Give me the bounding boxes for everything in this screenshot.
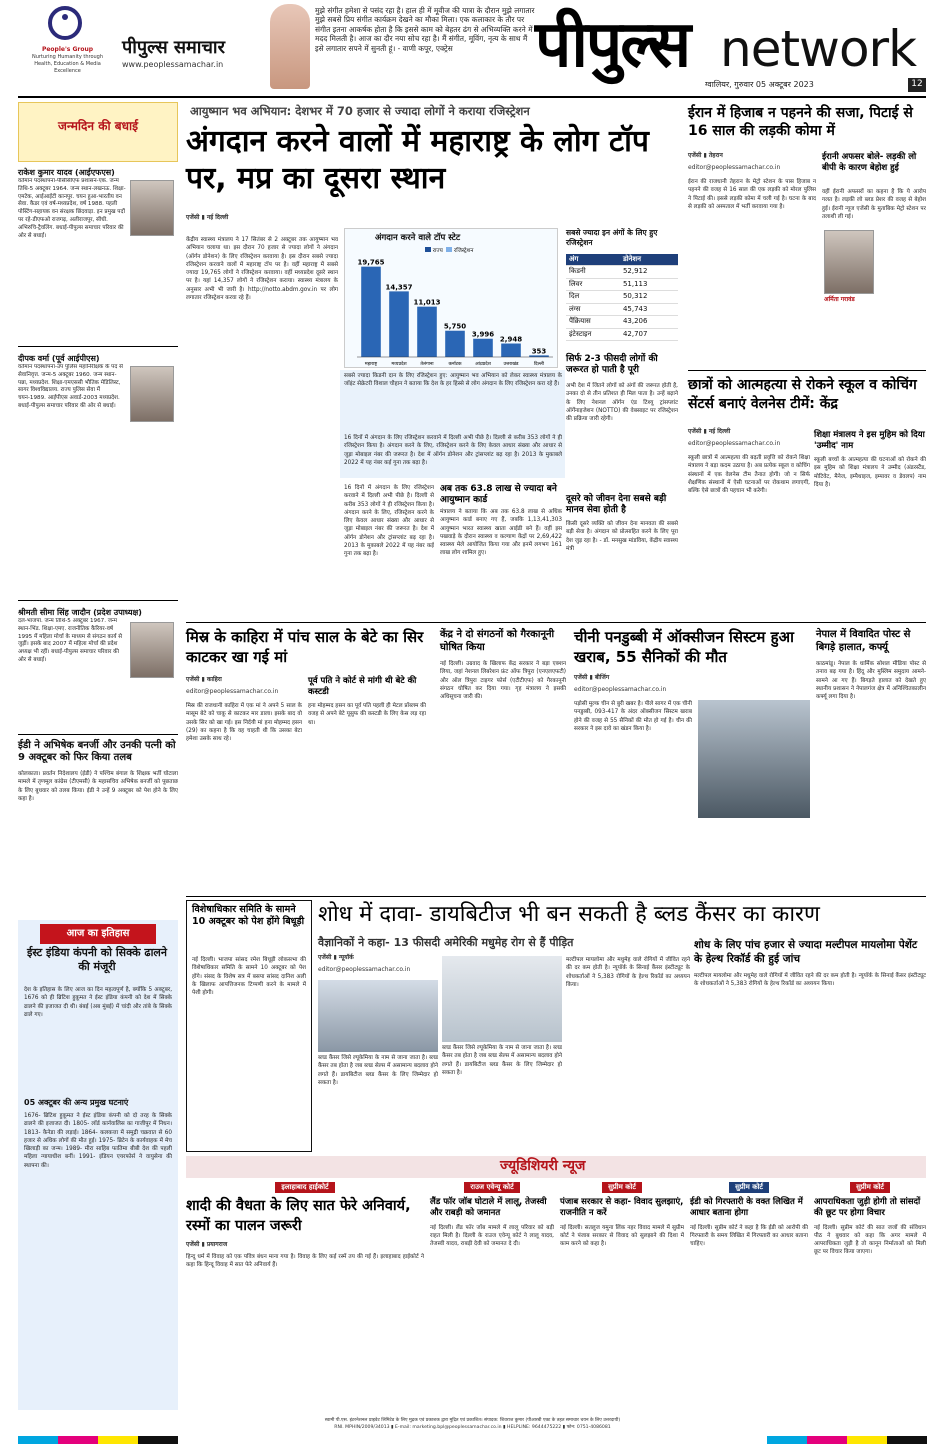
cell: 42,707 [620, 328, 678, 340]
organs-subhead-2: दूसरे को जीवन देना सबसे बड़ी मानव सेवा होती है [566, 494, 667, 516]
cell: किडनी [566, 266, 620, 278]
chart-frame [344, 228, 558, 368]
imprint-footer [0, 1418, 945, 1432]
birthday-person-3-text: दल-भाजपा. जन्म तिथि-5 अक्टूबर 1967. जन्म स्थान-भिंड. शिक्षा-एमए. राजनीतिक कैरियर-वर्ष 1995 में महिला मोर्चा के माध्यम से संगठन कार्य से जुड़ीं। इसके बाद 2007 में महिला मोर्चा की प्रदेश अध्यक्ष भी रहीं। बधाई-पीपुल्स समाचार परिवार की ओर से बधाई। [18, 618, 123, 664]
history-header: आज का इतिहास [40, 924, 156, 944]
chart-caption: सबसे ज्यादा किडनी दान के लिए रजिस्ट्रेशन हुए: आयुष्मान भव अभियान को लेकर स्वास्थ्य मंत्रालय के जॉइंट सेक्रेटरी विशाल चौहान ने बताया कि देश के हर हिस्से से लोग अंगदान के लिए रजिस्ट्रेशन करा रहे हैं। [344, 373, 562, 388]
category-label-2: तेलंगाना [420, 362, 434, 367]
china-byline: एजेंसी ▮ बीजिंग [574, 674, 610, 681]
cell: 50,312 [620, 291, 678, 303]
egypt-byline: एजेंसी ▮ काहिरा [186, 676, 222, 683]
judi-body-2: नई दिल्ली। लैंड फॉर जॉब मामले में लालू परिवार को बड़ी राहत मिली है। दिल्ली के राउज एवेन्यू कोर्ट ने लालू यादव, तेजस्वी यादव, राबड़ी देवी को जमानत दे दी। [430, 1224, 554, 1248]
bar-value-label-1: 14,357 [385, 283, 413, 292]
judi-tag-2: राउज एवेन्यू कोर्ट [464, 1182, 519, 1193]
birthday-person-2-text: वर्तमान पदस्थापना-उप पुलिस महानिरीक्षक के पद से सेवानिवृत्त. जन्म-5 अक्टूबर 1960. जन्म स्थान-पन्ना, मध्यप्रदेश. शिक्षा-एमएससी भौतिक मेडिलिस्ट, सागर विश्वविद्यालय. राज्य पुलिस सेवा में चयन-1989. आईपीएस अवार्ड-2003 मध्यप्रदेश. बधाई-पीपुल्स समाचार परिवार की ओर से बधाई। [18, 364, 123, 410]
birthday-header [18, 102, 178, 162]
lead-kicker: आयुष्मान भव अभियान: देशभर में 70 हजार से ज्यादा लोगों ने कराया रजिस्ट्रेशन [190, 104, 530, 118]
page-number: 12 [908, 78, 926, 92]
egypt-body-2: हना मोहम्मद हसन का पूर्व पति पहली ही मेटल प्रॉब्लम की वजह से अपने बेटे यूसुफ की कस्टडी के लिए केस लड़ रहा था। [308, 703, 426, 726]
iran-body: ईरान की राजधानी तेहरान के मेट्रो स्टेशन के पास हिजाब न पहनने की वजह से 16 साल की एक लड़की को मोरल पुलिस ने पिटाई की। इससे लड़की कोमा में चली गई है। घटना के बाद से लड़की को अस्पताल में भर्ती करवाया गया है। [688, 179, 816, 210]
coaching-body-2: स्कूली बच्चों के आत्महत्या की घटनाओं को रोकने की इस मुहिम को शिक्षा मंत्रालय ने उम्मीद (अंडरस्टैंड, मोटिवेट, मैनेज, इम्पैथाइज, इम्पावर व डेवलप) नाम दिया है। [814, 457, 926, 488]
judi-col-1 [186, 1182, 424, 1373]
bar-5 [501, 344, 521, 357]
table-row [566, 266, 678, 278]
bar-value-label-4: 3,996 [471, 330, 495, 339]
category-label-4: आंध्रप्रदेश [475, 362, 491, 367]
bar-value-label-6: 353 [531, 347, 547, 356]
judi-body-3: नई दिल्ली। सतलुज यमुना लिंक नहर विवाद मामले में सुप्रीम कोर्ट ने पंजाब सरकार से विवाद को सुलझाने की दिशा में काम करने को कहा है। [560, 1224, 684, 1248]
col-count: डोनेशन [620, 254, 678, 266]
egypt-subhead: पूर्व पति ने कोर्ट से मांगी थी बेटे की कस्टडी [308, 676, 417, 698]
lead-body-3: 16 दिनों में अंगदान के लिए रजिस्ट्रेशन करवाने में दिल्ली अभी पीछे है। दिल्ली से करीब 353 लोगों ने ही रजिस्ट्रेशन किया है। अंगदान करने के लिए, रजिस्ट्रेशन करने के लिए केवल आधार संख्या और आधार से जुड़ा मोबाइल नंबर की जरूरत है। देश में ऑर्गन डोनेशन और ट्रांसप्लांट बढ़ रहा है। 2013 के मुकाबले 2022 में यह नंबर कई गुना तक बढ़ा है। [344, 485, 434, 558]
table-row [566, 291, 678, 303]
nepal-body: काठमांडू। नेपाल के धार्मिक सोशल मीडिया पोस्ट से तनाव बढ़ गया है। हिंदू और मुस्लिम समुदाय आमने-सामने आ गए हैं। बिगड़ते हालात को देखते हुए स्थानीय प्रशासन ने नेपालगंज क्षेत्र में अनिश्चितकालीन कर्फ्यू लगा दिया है। [816, 661, 926, 701]
bar-0 [361, 267, 381, 357]
judi-headline-4: ईडी को गिरफ्तारी के वक्त लिखित में आधार बताना होगा [690, 1197, 803, 1219]
birthday-person-1-text: वर्तमान पदस्थापना-पीसीसीएफ प्रशासन-एक. जन्म तिथि-5 अक्टूबर 1964. जन्म स्थान-लखनऊ. शिक्षा-एमटेक, आईआईटी कानपुर. चयन हुआ-भारतीय वन सेवा. कैडर एवं वर्ष-मध्यप्रदेश, वर्ष 1988. पहली पोस्टिंग-सहायक वन संरक्षक छिंदवाड़ा. इन प्रमुख पदों पर रहे-डीएफओ राजगढ़, अलीराजपुर, सीधी. अभिरुचि-ट्रैवलिंग. बधाई-पीपुल्स समाचार परिवार की ओर से बधाई। [18, 178, 126, 239]
judi-tag-1: इलाहाबाद हाईकोर्ट [275, 1182, 334, 1193]
bar-2 [417, 307, 437, 357]
imprint-line-2: RNI. MPHIN/2009/34013 ▮ E-mail: marketing.bpl@peoplessamachar.co.in ▮ HELPLINE: 9644475222 ▮ फोन: 0751-4086081 [334, 1424, 611, 1430]
cell: लंग्स [566, 303, 620, 315]
judi-byline-1: एजेंसी ▮ प्रयागराज [186, 1240, 228, 1248]
organs-subhead: सिर्फ 2-3 फीसदी लोगों की जरूरत हो पाती है पूरी [566, 354, 658, 376]
coaching-body: स्कूली छात्रों में आत्महत्या की बढ़ती प्रवृत्ति को रोकने शिक्षा मंत्रालय ने बड़ा कदम उठाया है। अब प्रत्येक स्कूल व कोचिंग संस्थानों में एक वेलनेस टीम तैनात होगी। जो न सिर्फ शैक्षणिक संस्थानों में ऐसी घटनाओं पर रोकथाम लगाएगी, बल्कि ऐसे छात्रों की पहचान भी करेगी। [688, 455, 810, 495]
group-tagline [30, 46, 105, 74]
organs-body: अभी देश में जितने लोगों को अंगों की जरूरत होती है, उनका दो से तीन प्रतिशत ही मिल पाता है। उन्हें बढ़ाने के लिए नेशनल ऑर्गन एंड टिश्यू ट्रांसप्लांट ऑर्गेनाइजेशन (NOTTO) की वेबसाइट पर रजिस्ट्रेशन की प्रक्रिया जारी रहेगी। [566, 383, 678, 423]
judi-tag-4: सुप्रीम कोर्ट [729, 1182, 769, 1193]
cancer-byline: एजेंसी ▮ न्यूयॉर्क [318, 954, 354, 961]
brand-network: network [720, 20, 917, 78]
color-bar-cyan [18, 1436, 58, 1444]
privilege-headline: विशेषाधिकार समिति के सामने 10 अक्टूबर को पेश होंगे बिधूड़ी [192, 904, 305, 928]
birthday-person-1-photo [130, 180, 174, 236]
cancer-kicker: वैज्ञानिकों ने कहा- 13 फीसदी अमेरिकी मधुमेह रोग से हैं पीड़ित [318, 936, 574, 949]
birthday-person-2-name: दीपक वर्मा (पूर्व आईपीएस) [18, 354, 100, 363]
birthday-person-2-photo [130, 366, 174, 422]
nepal-headline: नेपाल में विवादित पोस्ट से बिगड़े हालात, कर्फ्यू [816, 629, 911, 653]
coaching-email[interactable]: editor@peoplessamachar.co.in [688, 440, 781, 447]
bar-value-label-3: 5,750 [443, 322, 467, 331]
organs-table [566, 254, 678, 341]
history-events: 1676- ब्रिटिश हुकूमत ने ईस्ट इंडिया कंपनी को दो तरह के सिक्के ढालने की इजाजत दी। 1805- लॉर्ड कार्नवालिस का गाजीपुर में निधन। 1813- कैनेडा की लड़ाई। 1864- कलकत्ता में समुद्री चक्रवात से 60 हजार से अधिक लोगों की मौत हुई। 1975- ब्रिटेन के कार्यवाहक में मेच खिलाड़ी का जन्म। 1989- मीरा साहिब फातिमा बीबी देश की पहली महिला न्यायाधीश बनीं। 1991- इंडियन एयरफोर्स ने वायुसेना की स्थापना की। [24, 1113, 172, 1169]
china-email[interactable]: editor@peoplessamachar.co.in [574, 686, 667, 693]
category-label-1: मध्यप्रदेश [391, 362, 407, 367]
judi-tag-3: सुप्रीम कोर्ट [602, 1182, 642, 1193]
bar-value-label-5: 2,948 [499, 335, 523, 344]
ed-story-headline: ईडी ने अभिषेक बनर्जी और उनकी पत्नी को 9 अक्टूबर को फिर किया तलब [18, 740, 176, 763]
color-bar-yellow [98, 1436, 138, 1444]
brand-small: पीपुल्स समाचार [122, 37, 225, 58]
legend-label-0: राज्य [432, 248, 443, 254]
birthday-person-1-name: राकेश कुमार यादव (आईएफएस) [18, 168, 115, 177]
judi-body-1: हिन्दू धर्म में विवाह को एक पवित्र बंधन माना गया है। विवाह के लिए कई रस्में तय की गई हैं। इलाहाबाद हाईकोर्ट ने कहा कि हिन्दू विवाह में सात फेरे अनिवार्य हैं। [186, 1253, 424, 1268]
cell: 45,743 [620, 303, 678, 315]
birthday-person-3-name: श्रीमती सीमा सिंह जादौन (प्रदेश उपाध्यक्ष) [18, 608, 142, 617]
iran-photo-caption: अर्मिता गरावंड [824, 296, 855, 303]
judi-body-4: नई दिल्ली। सुप्रीम कोर्ट ने कहा है कि ईडी को आरोपी की गिरफ्तारी के समय लिखित में गिरफ्तारी का आधार बताना चाहिए। [690, 1224, 808, 1248]
birthday-header-text: जन्मदिन की बधाई [58, 119, 138, 133]
divider [186, 896, 926, 897]
lead-byline: एजेंसी ▮ नई दिल्ली [186, 214, 229, 221]
ed-story-body: कोलकाता। प्रवर्तन निदेशालय (ईडी) ने पश्चिम बंगाल के शिक्षक भर्ती घोटाला मामले में तृणमूल कांग्रेस (टीएमसी) के महासचिव अभिषेक बनर्जी को पूछताछ के लिए बुधवार को तलब किया। ईडी ने उन्हें 9 अक्टूबर को पेश होने के लिए कहा है। [18, 771, 178, 802]
judi-headline-3: पंजाब सरकार से कहा- विवाद सुलझाएं, राजनीति न करें [560, 1197, 684, 1219]
iran-headline: ईरान में हिजाब न पहनने की सजा, पिटाई से 16 साल की लड़की कोमा में [688, 105, 913, 140]
divider [18, 600, 178, 601]
lead-body: केंद्रीय स्वास्थ्य मंत्रालय ने 17 सितंबर से 2 अक्टूबर तक आयुष्मान भव अभियान चलाया था। इस दौरान 70 हजार से ज्यादा लोगों ने अंगदान (ऑर्गन डोनेशन) के लिए रजिस्ट्रेशन करवाया है। इस दौरान सबसे ज्यादा रजिस्ट्रेशन करवाने वालों में महाराष्ट्र टॉप पर है। वहीं महाराष्ट्र में सबसे ज्यादा 19,765 लोगों ने रजिस्ट्रेशन करवाया। वहीं मध्यप्रदेश दूसरे स्थान पर है। यहां 14,357 लोगों ने रजिस्ट्रेशन कराया। स्वास्थ्य मंत्रालय के अनुसार अभी भी जारी है। http://notto.abdm.gov.in पर लोग लगातार रजिस्ट्रेशन करवा रहे हैं। [186, 237, 338, 301]
iran-girl-photo [824, 230, 874, 294]
divider [688, 370, 926, 371]
judi-tag-5: सुप्रीम कोर्ट [850, 1182, 890, 1193]
judiciary-title: ज्यूडिशियरी न्यूज [500, 1158, 586, 1174]
celebrity-photo [270, 4, 310, 89]
lead-body-2: 16 दिनों में अंगदान के लिए रजिस्ट्रेशन करवाने में दिल्ली अभी पीछे है। दिल्ली से करीब 353 लोगों ने ही रजिस्ट्रेशन किया है। अंगदान करने के लिए, रजिस्ट्रेशन करने के लिए केवल आधार संख्या और आधार से जुड़ा मोबाइल नंबर की जरूरत है। देश में ऑर्गन डोनेशन और ट्रांसप्लांट बढ़ रहा है। 2013 के मुकाबले 2022 में यह नंबर कई गुना तक बढ़ा है। [344, 435, 562, 466]
egypt-email[interactable]: editor@peoplessamachar.co.in [186, 688, 279, 695]
logo-dot-icon [62, 14, 68, 20]
bar-4 [473, 339, 493, 357]
brand-big: पीपुल्स [535, 7, 690, 82]
table-row [566, 303, 678, 315]
judi-col-5 [814, 1182, 926, 1394]
cell: पैंक्रियास [566, 316, 620, 328]
history-subhead: 05 अक्टूबर की अन्य प्रमुख घटनाएं [24, 1098, 129, 1107]
cell: इंटेस्टाइन [566, 328, 620, 340]
cell: 43,206 [620, 316, 678, 328]
china-body: पड़ोसी मुल्क चीन से बुरी खबर है। पीले सागर में एक चीनी पनडुब्बी, 093-417 के अंदर ऑक्सीजन सिस्टम खराब होने की वजह से 55 सैनिकों की मौत हो गई है। चीन की सरकार ने इस दावे का खंडन किया है। [574, 701, 692, 732]
cell: लिवर [566, 278, 620, 290]
organs-quote: किसी दूसरे व्यक्ति को जीवन देना मानवता की सबसे बड़ी सेवा है। अंगदान को प्रोत्साहित करने के लिए पूरा देश जुड़ रहा है। - डॉ. मनसुख मांडविया, केंद्रीय स्वास्थ्य मंत्री [566, 521, 678, 552]
group-name: People's Group [41, 46, 94, 53]
blood-sample-photo [442, 956, 562, 1042]
table-row [566, 278, 678, 290]
masthead-rule [18, 96, 926, 98]
iran-email[interactable]: editor@peoplessamachar.co.in [688, 164, 781, 171]
category-label-0: महाराष्ट्र [364, 362, 378, 367]
judi-col-3 [560, 1182, 684, 1394]
egypt-headline: मिस्र के काहिरा में पांच साल के बेटे का सिर काटकर खा गई मां [186, 628, 424, 666]
china-headline: चीनी पनडुब्बी में ऑक्सीजन सिस्टम हुआ खराब, 55 सैनिकों की मौत [574, 628, 794, 666]
iran-body-2: वहीं ईरानी अफसरों का कहना है कि ये आरोप गलत है। लड़की लो ब्लड प्रेशर की वजह से बेहोश हुई। ईरानी न्यूज एजेंसी के मुताबिक मेट्रो स्टेशन पर तलाशी ली गई। [822, 189, 926, 220]
cell: 51,113 [620, 278, 678, 290]
col-organ: अंग [566, 254, 620, 266]
bar-3 [445, 331, 465, 357]
category-label-6: दिल्ली [533, 362, 545, 367]
ban-headline: केंद्र ने दो संगठनों को गैरकानूनी घोषित किया [440, 629, 555, 653]
color-bar-yellow [847, 1436, 887, 1444]
coaching-subhead: शिक्षा मंत्रालय ने इस मुहिम को दिया 'उम्मीद' नाम [814, 430, 925, 452]
color-bar-black [138, 1436, 178, 1444]
cancer-headline: शोध में दावा- डायबिटीज भी बन सकती है ब्लड कैंसर का कारण [318, 902, 820, 927]
color-bar-magenta [58, 1436, 98, 1444]
color-bar-black [887, 1436, 927, 1444]
cancer-body: ब्लड कैंसर जिसे ल्यूकेमिया के नाम से जाना जाता है। ब्लड कैंसर तब होता है जब ब्लड सेल्स में असामान्य बदलाव होने लगते हैं। डायबिटीज ब्लड कैंसर के लिए जिम्मेदार हो सकता है। [318, 1055, 438, 1086]
divider [18, 346, 178, 347]
ban-body: नई दिल्ली। उग्रवाद के खिलाफ केंद्र सरकार ने बड़ा एक्शन लिया, जहां नेशनल लिबरेशन फ्रंट ऑफ त्रिपुरा (एनएलएफटी) और ऑल त्रिपुरा टाइगर फोर्स (एटीटीएफ) को गैरकानूनी संगठन घोषित कर दिया गया। गृह मंत्रालय ने इसकी अधिसूचना जारी की। [440, 661, 566, 701]
cell: दिल [566, 291, 620, 303]
judi-col-2 [430, 1182, 554, 1394]
divider [18, 734, 178, 735]
cancer-body-3: मल्टीपल मायलोमा और मधुमेह वाले रोगियों में जीवित रहने की दर कम होती है। न्यूयॉर्क के सिनाई कैंसर इंस्टीट्यूट के शोधकर्ताओं ने 5,383 रोगियों के हेल्थ रिकॉर्ड का अध्ययन किया। [566, 957, 690, 988]
organs-title: सबसे ज्यादा इन अंगों के लिए हुए रजिस्ट्रेशन [566, 228, 658, 248]
iran-subhead: ईरानी अफसर बोले- लड़की लो बीपी के कारण बेहोश हुई [822, 152, 917, 174]
judi-headline-5: आपराधिकता जुड़ी होगी तो सांसदों की छूट पर होगा विचार [814, 1197, 921, 1219]
table-header [566, 254, 678, 266]
brand-url[interactable]: www.peoplessamachar.in [122, 60, 224, 69]
cancer-email[interactable]: editor@peoplessamachar.co.in [318, 966, 411, 973]
cancer-right-headline: शोध के लिए पांच हजार से ज्यादा मल्टीपल मायलोमा पेशेंट के हेल्थ रिकॉर्ड की हुई जांच [694, 939, 918, 966]
color-bar-magenta [807, 1436, 847, 1444]
category-label-5: उत्तराखंड [503, 362, 519, 367]
birthday-person-3-photo [130, 622, 174, 678]
judi-body-5: नई दिल्ली। सुप्रीम कोर्ट की सात जजों की संविधान पीठ ने बुधवार को कहा कि अगर मामले में आपराधिकता जुड़ी है तो कानून निर्माताओं को मिली छूट पर विचार किया जाएगा। [814, 1224, 926, 1256]
chart-title: अंगदान करने वाले टॉप स्टेट [375, 233, 461, 243]
table-row [566, 328, 678, 340]
diabetes-photo [318, 980, 438, 1052]
dateline: ग्वालियर, गुरुवार 05 अक्टूबर 2023 [705, 80, 814, 89]
cancer-right-body: मल्टीपल मायलोमा और मधुमेह वाले रोगियों में जीवित रहने की दर कम होती है। न्यूयॉर्क के सिनाई कैंसर इंस्टीट्यूट के शोधकर्ताओं ने 5,383 रोगियों के हेल्थ रिकॉर्ड का अध्ययन किया। [694, 973, 926, 988]
bar-1 [389, 291, 409, 357]
egypt-body: मिस्र की राजधानी काहिरा में एक मां ने अपने 5 साल के मासूम बेटे को चाकू से काटकर मार डाला। इसके बाद वो उसके सिर को खा गई। इस निर्दयी मां हना मोहम्मद हसन (29) का कहना है कि वह चाहती थी कि उसका बेटा हमेशा उसके साथ रहे। [186, 703, 302, 743]
coaching-byline: एजेंसी ▮ नई दिल्ली [688, 428, 731, 435]
ayushman-body: मंत्रालय ने बताया कि अब तक 63.8 लाख से अधिक आयुष्मान कार्ड बनाए गए हैं, जबकि 1,13,41,303 आयुष्मान भारत स्वास्थ्य खाता आईडी बने हैं। वहीं इस पखवाड़े के दौरान स्वास्थ्य व कल्याण केंद्रों पर 2,69,422 स्वास्थ्य मेले आयोजित किया गया और इनमें लगभग 161 लाख लोग शामिल हुए। [440, 509, 562, 557]
cancer-body-2: ब्लड कैंसर जिसे ल्यूकेमिया के नाम से जाना जाता है। ब्लड कैंसर तब होता है जब ब्लड सेल्स में असामान्य बदलाव होने लगते हैं। डायबिटीज ब्लड कैंसर के लिए जिम्मेदार हो सकता है। [442, 1045, 562, 1076]
judi-col-4 [690, 1182, 808, 1394]
divider [186, 622, 926, 623]
table-row [566, 316, 678, 328]
legend-label-1: रजिस्ट्रेशन [454, 248, 474, 254]
imprint-line-1: स्वामी पी.एस. इंटरनेशनल प्राइवेट लिमिटेड के लिए मुद्रक एवं प्रकाशक द्वारा मुद्रित एवं प्रकाशित। संपादक: शिवराज कुमार (पीआरबी एक्ट के तहत समाचार चयन के लिए उत्तरदायी) [324, 1418, 621, 1423]
privilege-body: नई दिल्ली। भाजपा सांसद रमेश बिधूड़ी लोकसभा की विशेषाधिकार समिति के सामने 10 अक्टूबर को पेश होंगे। संसद के विशेष सत्र में बसपा सांसद दानिश अली के खिलाफ आपत्तिजनक टिप्पणी करने के मामले में पेशी होगी। [192, 957, 306, 997]
category-label-3: कर्नाटक [448, 362, 462, 367]
group-logo-icon [48, 6, 82, 40]
judi-headline-1: शादी की वैधता के लिए सात फेरे अनिवार्य, रस्मों का पालन जरूरी [186, 1198, 411, 1234]
history-body: देश के इतिहास के लिए आज का दिन महत्वपूर्ण है, क्योंकि 5 अक्टूबर, 1676 को ही ब्रिटिश हुकूमत ने ईस्ट इंडिया कंपनी को देश में सिक्के ढालने की इजाजत दी थी। बंबई (अब मुंबई) में चांदी और तांबे के सिक्के ढाले गए। [24, 987, 172, 1018]
bar-value-label-2: 11,013 [413, 298, 441, 307]
lead-headline: अंगदान करने वालों में महाराष्ट्र के लोग टॉप पर, मप्र का दूसरा स्थान [186, 124, 649, 196]
group-tagline-text: Nurturing Humanity through Health, Education & Media Excellence [31, 54, 104, 74]
bar-chart [345, 229, 559, 369]
celebrity-quote: मुझे संगीत हमेशा से पसंद रहा है। हाल ही में मूवीज की यात्रा के दौरान मुझे लगातार मुझे सबसे प्रिय संगीत कार्यक्रम देखने का मौका मिला। एक कलाकार के तौर पर संगीत इतना आकर्षक होता है कि इससे काम को बेहतर ढंग से अभिव्यक्ति करने में मदद मिलती है। आज का दौर नया सोच रहा है। मैं संगीत, मूविंग, नृत्य के साथ मैं इसे लगातार सपने में सुनती हूं। - वाणी कपूर, एक्ट्रेस [315, 6, 535, 53]
bar-value-label-0: 19,765 [357, 258, 385, 267]
history-headline: ईस्ट इंडिया कंपनी को सिक्के ढालने की मंजूरी [26, 946, 167, 973]
color-bar-cyan [767, 1436, 807, 1444]
judi-headline-2: लैंड फॉर जॉब घोटाले में लालू, तेजस्वी और राबड़ी को जमानत [430, 1197, 547, 1219]
ayushman-headline: अब तक 63.8 लाख से ज्यादा बने आयुष्मान कार्ड [440, 484, 557, 506]
coaching-headline: छात्रों को आत्महत्या से रोकने स्कूल व कोचिंग सेंटर्स बनाएं वेलनेस टीमें: केंद्र [688, 377, 917, 412]
iran-byline: एजेंसी ▮ तेहरान [688, 152, 723, 159]
submarine-photo [698, 700, 810, 818]
cell: 52,912 [620, 266, 678, 278]
